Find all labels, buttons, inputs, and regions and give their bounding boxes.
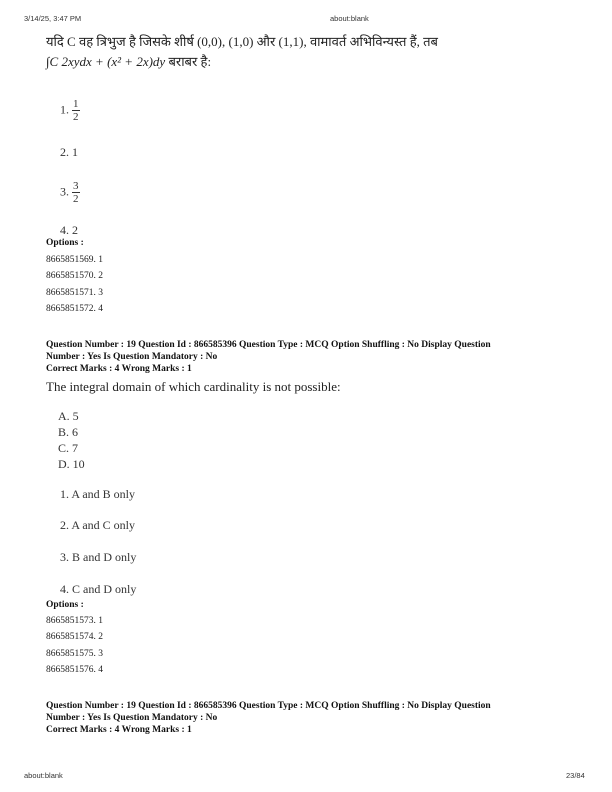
question-text-line1: यदि C वह त्रिभुज है जिसके शीर्ष (0,0), (1,0) और (1,1), वामावर्त अभिविन्यस्त हैं, तब (46, 34, 438, 49)
question-meta-line1: Question Number : 19 Question Id : 866585396 Question Type : MCQ Option Shuffling : No Display Question (46, 701, 491, 711)
sub-item-c: C. 7 (58, 441, 79, 455)
print-title: about:blank (330, 14, 369, 23)
option-id-4: 8665851572. 4 (46, 304, 103, 314)
fraction (72, 180, 80, 205)
numerator: 3 (73, 180, 79, 192)
sub-item-b: B. 6 (58, 425, 79, 439)
choice-3 (60, 180, 80, 205)
choice-3: 3. B and D only (60, 550, 137, 564)
question-marks: Correct Marks : 4 Wrong Marks : 1 (46, 725, 192, 735)
question-marks: Correct Marks : 4 Wrong Marks : 1 (46, 364, 192, 374)
print-datetime: 3/14/25, 3:47 PM (24, 14, 82, 23)
next-question-meta (46, 700, 566, 736)
option-id-2: 8665851570. 2 (46, 271, 103, 281)
option-id-3: 8665851575. 3 (46, 649, 103, 659)
question-meta-line2: Number : Yes Is Question Mandatory : No (46, 713, 218, 723)
choice-4 (60, 223, 78, 238)
option-id-3: 8665851571. 3 (46, 288, 103, 298)
option-id-1: 8665851569. 1 (46, 255, 103, 265)
question-meta-line2: Number : Yes Is Question Mandatory : No (46, 352, 218, 362)
choice-1: 1. A and B only (60, 487, 136, 501)
choice-text: 2 (72, 223, 78, 237)
choice-2: 2. A and C only (60, 518, 136, 532)
denominator: 2 (73, 111, 79, 123)
integral-expression: ∫C 2xydx + (x² + 2x)dy (46, 54, 166, 69)
choice-number: 2. (60, 145, 69, 159)
denominator: 2 (73, 193, 79, 205)
page-counter: 23/84 (566, 771, 585, 780)
option-id-1: 8665851573. 1 (46, 616, 103, 626)
choice-number: 4. (60, 223, 69, 237)
question-text-tail: बराबर है: (168, 54, 212, 69)
question-meta-line1: Question Number : 19 Question Id : 866585396 Question Type : MCQ Option Shuffling : No Display Question (46, 340, 491, 350)
question-text: The integral domain of which cardinality is not possible: (46, 379, 341, 394)
options-label: Options : (46, 600, 84, 610)
numerator: 1 (73, 98, 79, 110)
option-id-2: 8665851574. 2 (46, 632, 103, 642)
option-id-4: 8665851576. 4 (46, 665, 103, 675)
choice-4: 4. C and D only (60, 582, 137, 596)
choice-1 (60, 98, 80, 123)
sub-item-d: D. 10 (58, 457, 85, 471)
choice-number: 1. (60, 102, 69, 117)
options-label: Options : (46, 238, 84, 248)
choice-text: 1 (72, 145, 78, 159)
sub-item-a: A. 5 (58, 409, 79, 423)
choice-number: 3. (60, 184, 69, 199)
fraction (72, 98, 80, 123)
question-meta (46, 339, 566, 375)
footer-url: about:blank (24, 771, 63, 780)
question-text-line2 (46, 53, 211, 71)
choice-2 (60, 145, 78, 160)
